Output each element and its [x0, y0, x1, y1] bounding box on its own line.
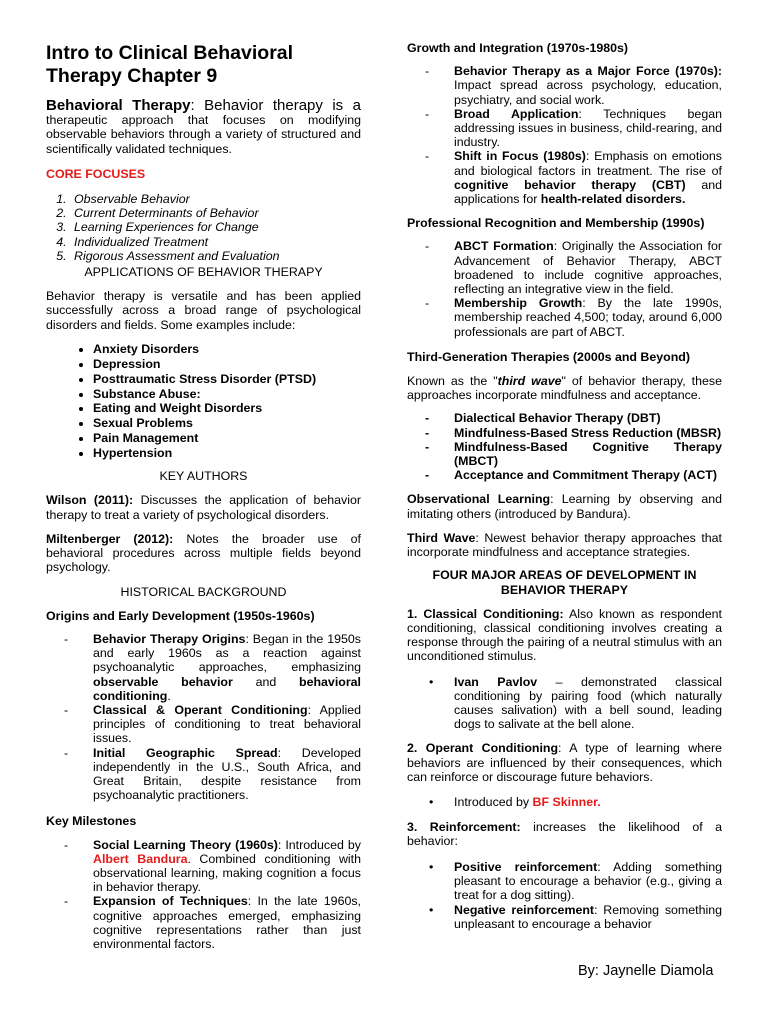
observational-learning-def: Observational Learning: Learning by observing and imitating others (introduced by Bandura).	[407, 492, 722, 521]
list-item: - Membership Growth: By the late 1990s, membership reached 4,500; today, around 6,000 professionals are part of ABCT.	[425, 296, 722, 339]
four-areas-heading: FOUR MAJOR AREAS OF DEVELOPMENT IN BEHAVIOR THERAPY	[432, 568, 697, 597]
list-item: - Behavior Therapy as a Major Force (1970s): Impact spread across psychology, education, psychiatry, and social work.	[425, 64, 722, 107]
list-item: • Introduced by BF Skinner.	[429, 794, 601, 809]
list-item: - Mindfulness-Based Cognitive Therapy (MBCT)	[425, 439, 722, 469]
wilson-text: Discusses the application of behavior therapy to treat a variety of psychological disorders.	[46, 493, 361, 522]
list-item: - Behavior Therapy Origins: Began in the 1950s and early 1960s as a reaction against psychoanalytic approaches, emphasizing observable behavior and behavioral conditioning.	[64, 631, 362, 703]
classical-conditioning-para: 1. Classical Conditioning: Also known as respondent conditioning, classical conditioning involves creating a response through the pairing of a neutral stimulus with an unconditioned stimulus.	[407, 606, 722, 664]
third-gen-intro: Known as the "third wave" of behavior therapy, these approaches incorporate mindfulness and acceptance.	[407, 374, 722, 403]
right-column	[407, 0, 722, 933]
list-item: - Initial Geographic Spread: Developed independently in the U.S., South Africa, and Great Britain, despite resistance from psychoanalytic practitioners.	[64, 745, 361, 803]
list-item: 5. Rigorous Assessment and Evaluation	[70, 249, 361, 263]
list-item: - Social Learning Theory (1960s): Introduced by Albert Bandura. Combined conditioning with observational learning, making cognition a focus in behavior therapy.	[64, 837, 362, 895]
milestones-list	[46, 838, 361, 952]
list-item: • Negative reinforcement: Removing something unpleasant to encourage a behavior	[429, 903, 722, 932]
list-item: • Hypertension	[93, 446, 361, 460]
list-item: • Eating and Weight Disorders	[93, 401, 361, 415]
growth-heading: Growth and Integration (1970s-1980s)	[407, 41, 629, 55]
core-focuses-heading: CORE FOCUSES	[46, 166, 146, 181]
pavlov-list	[407, 675, 722, 732]
growth-list	[407, 64, 722, 206]
recognition-list	[407, 239, 722, 338]
list-item: - Expansion of Techniques: In the late 1960s, cognitive approaches emerged, emphasizing cognitive representations rather than just environmental factors.	[64, 894, 361, 951]
core-focuses-list	[46, 192, 361, 263]
list-item: - Broad Application: Techniques began addressing issues in business, child-rearing, and industry.	[425, 106, 722, 150]
left-column	[46, 0, 361, 951]
list-item: 1. Observable Behavior	[70, 192, 361, 206]
miltenberger-paragraph	[46, 532, 361, 575]
third-gen-heading: Third-Generation Therapies (2000s and Beyond)	[407, 349, 690, 364]
list-item: - Dialectical Behavior Therapy (DBT)	[425, 411, 661, 426]
list-item: • Anxiety Disorders	[93, 342, 361, 356]
intro-term: Behavioral Therapy	[46, 97, 191, 114]
intro-first-line: : Behavior therapy is a	[190, 97, 362, 114]
page-title: Intro to Clinical Behavioral Therapy Chapter 9	[46, 42, 294, 87]
reinforcement-list	[407, 860, 722, 932]
byline: By: Jaynelle Diamola	[578, 963, 714, 979]
list-item: - Mindfulness-Based Stress Reduction (MBSR)	[425, 425, 722, 440]
third-gen-list	[407, 411, 722, 482]
wilson-name: Wilson (2011):	[46, 493, 134, 508]
wilson-paragraph	[46, 493, 361, 521]
origins-heading: Origins and Early Development (1950s-1960s)	[46, 608, 315, 623]
list-item: - ABCT Formation: Originally the Association for Advancement of Behavior Therapy, ABCT broadened to include cognitive approaches, reflecting an integrative view in the field.	[425, 239, 722, 297]
milestones-heading: Key Milestones	[46, 814, 137, 829]
bandura-name: Albert Bandura	[93, 851, 188, 866]
list-item: • Posttraumatic Stress Disorder (PTSD)	[93, 372, 361, 386]
applications-list	[46, 342, 361, 460]
reinforcement-para: 3. Reinforcement: increases the likelihood of a behavior:	[407, 820, 722, 849]
recognition-heading: Professional Recognition and Membership (1990s)	[407, 216, 705, 231]
list-item: 3. Learning Experiences for Change	[70, 220, 361, 234]
list-item: - Shift in Focus (1980s): Emphasis on emotions and biological factors in treatment. The rise of cognitive behavior therapy (CBT) and applications for health-related disorders.	[425, 149, 722, 207]
list-item: • Pain Management	[93, 431, 361, 445]
skinner-list	[407, 795, 722, 809]
list-item: • Positive reinforcement: Adding something pleasant to encourage a behavior (e.g., giving a treat for a dog sitting).	[429, 859, 722, 902]
list-item: 4. Individualized Treatment	[70, 235, 361, 249]
third-wave-def: Third Wave: Newest behavior therapy approaches that incorporate mindfulness and acceptance strategies.	[407, 530, 722, 560]
skinner-name: BF Skinner.	[532, 794, 601, 809]
applications-heading: APPLICATIONS OF BEHAVIOR THERAPY	[84, 265, 323, 280]
applications-text: Behavior therapy is versatile and has been applied successfully across a broad range of psychological disorders and fields. Some examples include:	[46, 289, 361, 332]
list-item: • Substance Abuse:	[93, 387, 361, 401]
list-item: 2. Current Determinants of Behavior	[70, 206, 361, 220]
operant-conditioning-para: 2. Operant Conditioning: A type of learning where behaviors are influenced by their consequences, which can reinforce or discourage future behaviors.	[407, 741, 723, 784]
list-item: - Classical & Operant Conditioning: Applied principles of conditioning to treat behavioral issues.	[64, 702, 361, 746]
miltenberger-name: Miltenberger (2012):	[46, 531, 174, 546]
origins-list	[46, 632, 361, 802]
list-item: • Depression	[93, 357, 361, 371]
miltenberger-text: Notes the broader use of behavioral procedures across multiple fields beyond psychology.	[46, 531, 361, 575]
list-item: - Acceptance and Commitment Therapy (ACT)	[425, 468, 717, 483]
key-authors-heading: KEY AUTHORS	[159, 469, 248, 484]
list-item: • Sexual Problems	[93, 416, 361, 430]
intro-paragraph	[46, 99, 361, 156]
list-item: • Ivan Pavlov – demonstrated classical conditioning by pairing food (which naturally causes salivation) with a bell sound, leading dogs to salivate at the bell alone.	[429, 674, 722, 732]
intro-rest: therapeutic approach that focuses on modifying observable behaviors through a variety of structured and scientifically validated techniques.	[46, 113, 361, 156]
historical-heading: HISTORICAL BACKGROUND	[120, 584, 287, 599]
